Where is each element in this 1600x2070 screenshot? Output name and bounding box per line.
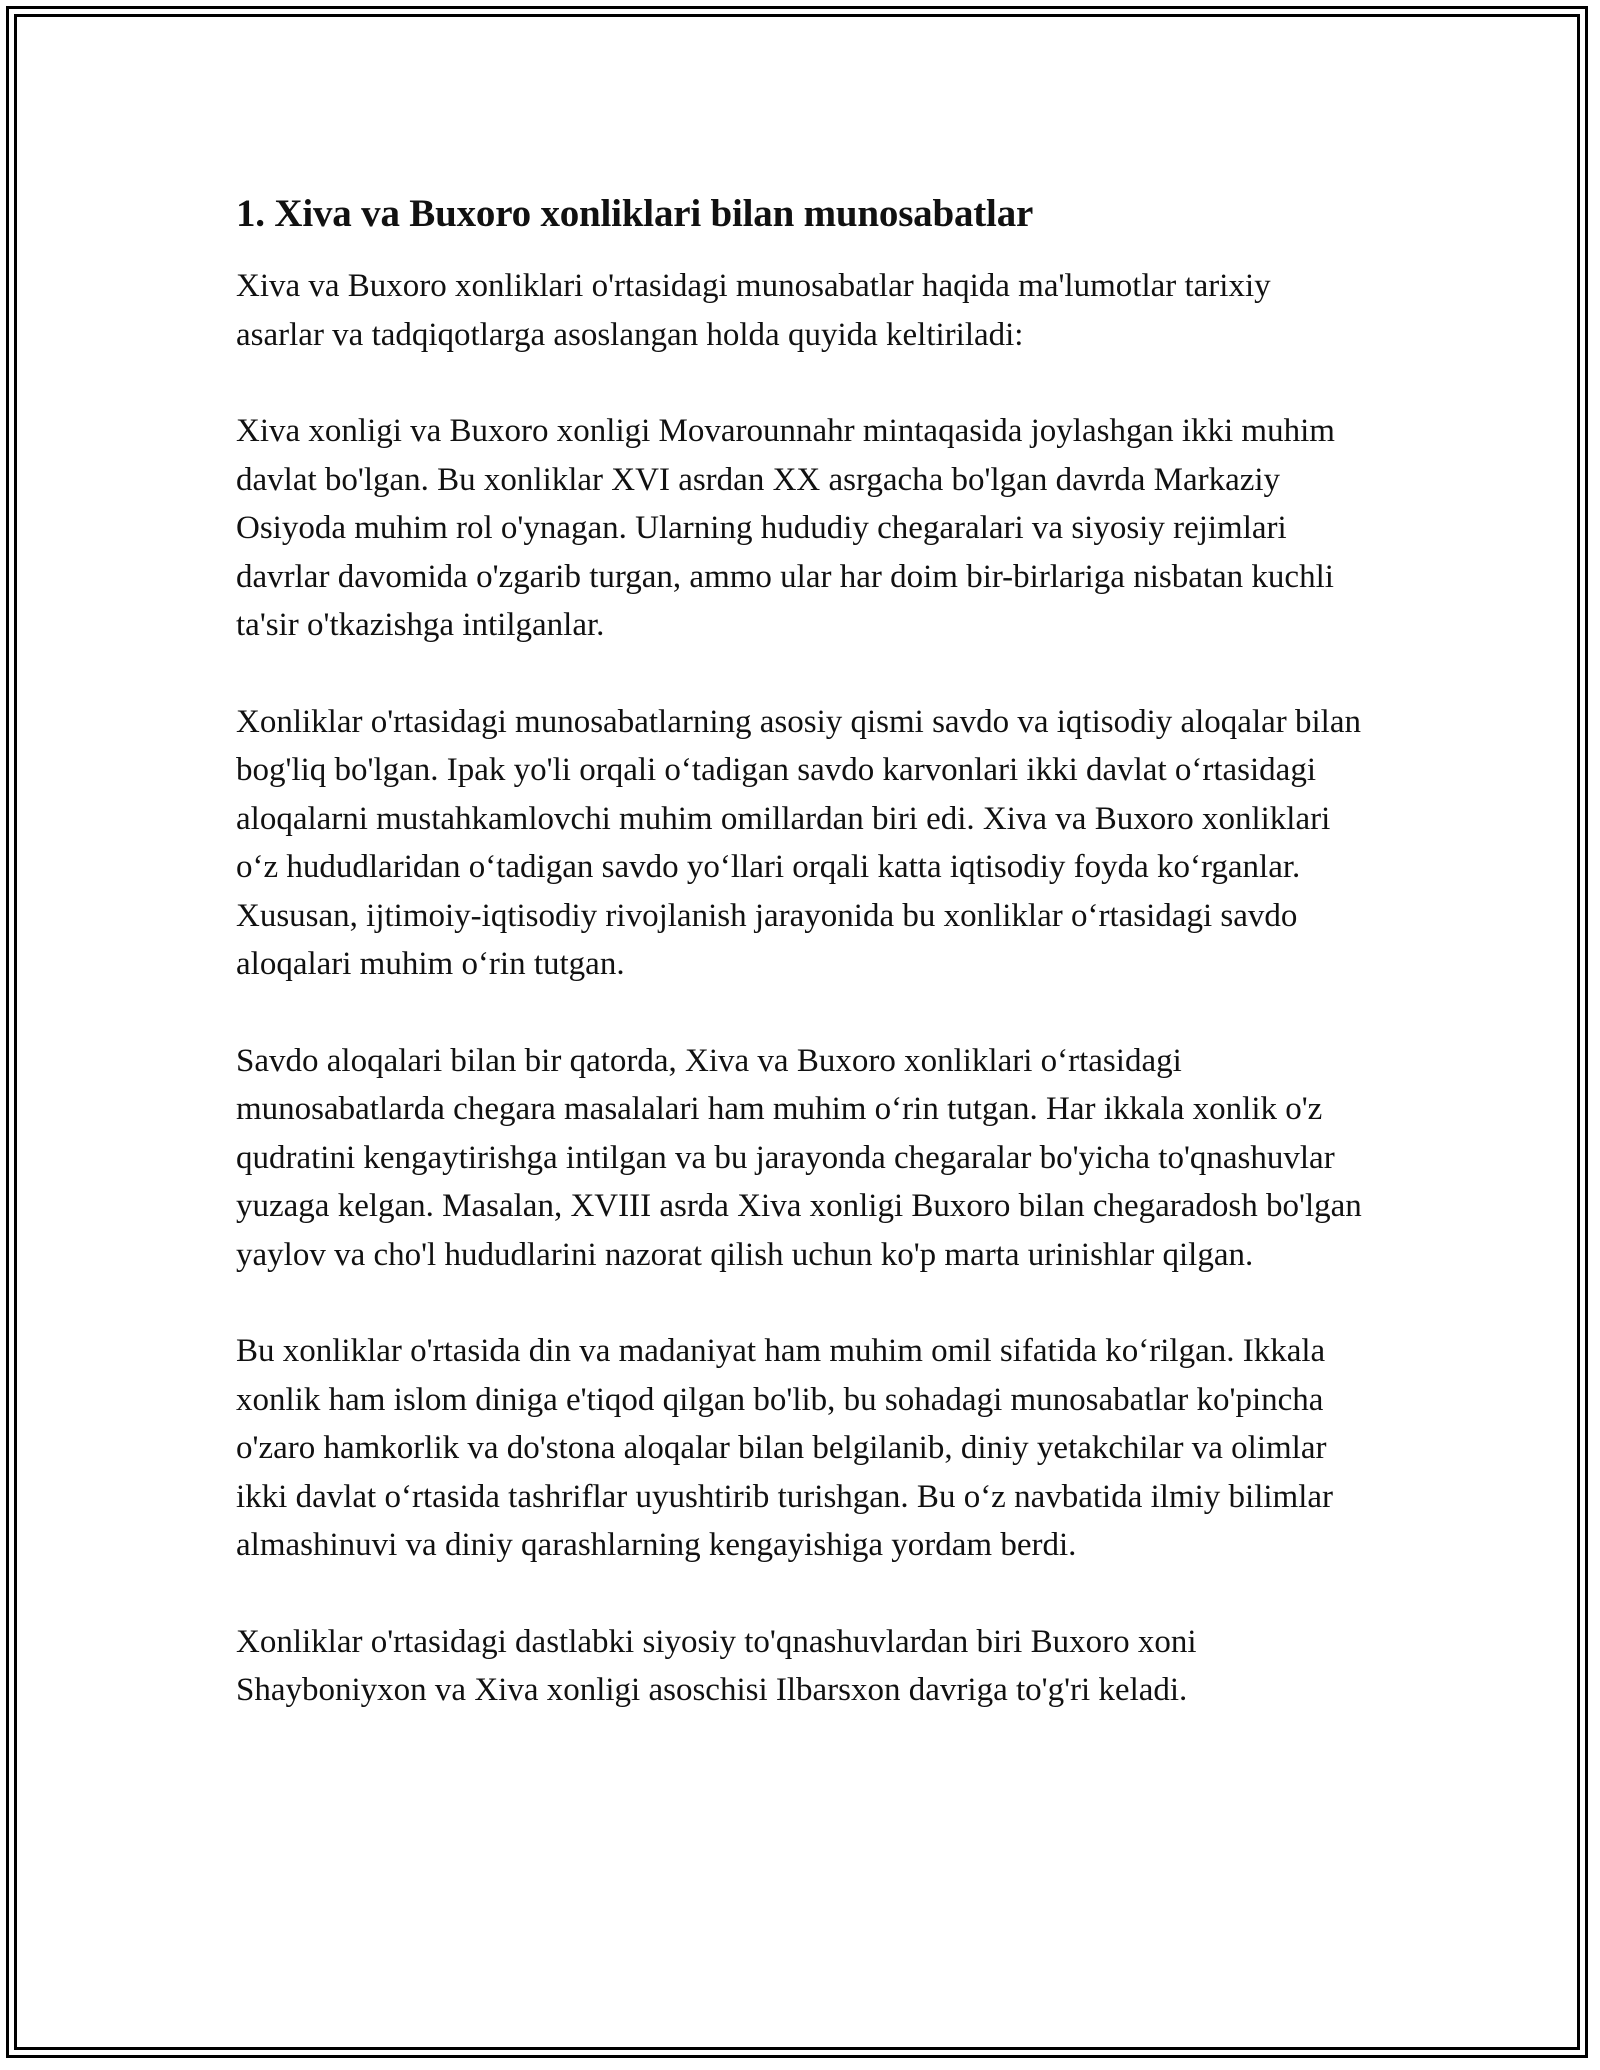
section-heading: 1. Xiva va Buxoro xonliklari bilan munosabatlar	[236, 192, 1034, 235]
paragraph-intro: Xiva va Buxoro xonliklari o'rtasidagi munosabatlar haqida ma'lumotlar tarixiy asarlar va tadqiqotlarga asoslangan holda quyida keltiriladi:	[236, 268, 1271, 353]
paragraph-borders: Savdo aloqalari bilan bir qatorda, Xiva va Buxoro xonliklari o‘rtasidagi munosabatlarda chegara masalalari ham muhim o‘rin tutgan. Har ikkala xonlik o'z qudratini kengaytirishga intilgan va bu jarayonda chegaralar bo'yicha to'qnashuvlar yuzaga kelgan. Masalan, XVIII asrda Xiva xonligi Buxoro bilan chegaradosh bo'lgan yaylov va cho'l hududlarini nazorat qilish uchun ko'p marta urinishlar qilgan.	[236, 1042, 1362, 1273]
paragraph-religion: Bu xonliklar o'rtasida din va madaniyat ham muhim omil sifatida ko‘rilgan. Ikkala xonlik ham islom diniga e'tiqod qilgan bo'lib, bu sohadagi munosabatlar ko'pincha o'zaro hamkorlik va do'stona aloqalar bilan belgilanib, diniy yetakchilar va olimlar ikki davlat o‘rtasida tashriflar uyushtirib turishgan. Bu o‘z navbatida ilmiy bilimlar almashinuvi va diniy qarashlarning kengayishiga yordam berdi.	[236, 1333, 1334, 1563]
paragraph-conflicts: Xonliklar o'rtasidagi dastlabki siyosiy to'qnashuvlardan biri Buxoro xoni Shayboniyxon va Xiva xonligi asoschisi Ilbarsxon davriga to'g'ri keladi.	[236, 1623, 1197, 1708]
document-body	[236, 188, 1366, 1763]
paragraph-overview: Xiva xonligi va Buxoro xonligi Movarounnahr mintaqasida joylashgan ikki muhim davlat bo'lgan. Bu xonliklar XVI asrdan XX asrgacha bo'lgan davrda Markaziy Osiyoda muhim rol o'ynagan. Ularning hududiy chegaralari va siyosiy rejimlari davrlar davomida o'zgarib turgan, ammo ular har doim bir-birlariga nisbatan kuchli ta'sir o'tkazishga intilganlar.	[236, 413, 1335, 643]
paragraph-trade: Xonliklar o'rtasidagi munosabatlarning asosiy qismi savdo va iqtisodiy aloqalar bilan bog'liq bo'lgan. Ipak yo'li orqali o‘tadigan savdo karvonlari ikki davlat o‘rtasidagi aloqalarni mustahkamlovchi muhim omillardan biri edi. Xiva va Buxoro xonliklari o‘z hududlaridan o‘tadigan savdo yo‘llari orqali katta iqtisodiy foyda ko‘rganlar. Xususan, ijtimoiy-iqtisodiy rivojlanish jarayonida bu xonliklar o‘rtasidagi savdo aloqalari muhim o‘rin tutgan.	[236, 703, 1361, 982]
